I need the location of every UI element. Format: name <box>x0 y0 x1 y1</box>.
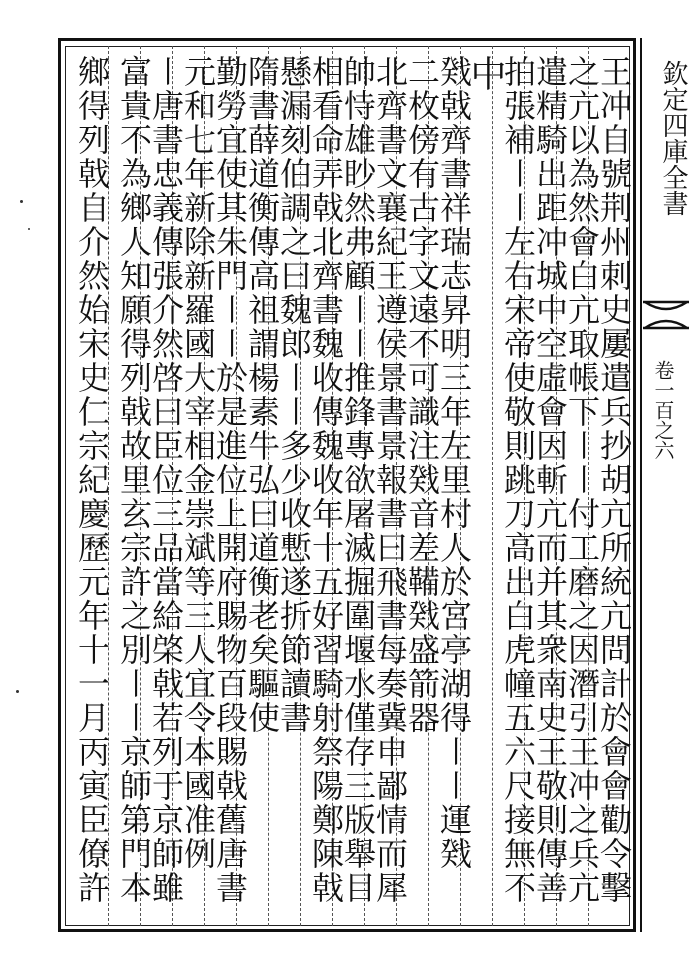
text-column: 戣戟齊書祥瑞志昇明三年左里村人於宮亭湖得〡〡運戣 <box>435 55 473 871</box>
text-column: 勤勞宜使其朱門〡〡於是進位上開府賜物百段賜戟舊唐書 <box>211 55 249 905</box>
text-column: 王冲自號荆州刺史屢遣兵抄胡亢所統亢問計於會會勸令擊 <box>595 55 633 905</box>
text-column: 隋書薛道衡傳高祖謂楊素牛弘曰道衡老矣驅使 <box>243 55 281 735</box>
text-column: 相看命弄戟北齊書魏收傳魏收年十五好習騎射祭陽鄭陳戟 <box>307 55 345 905</box>
text-column: 鄉得列戟自介然始宋史仁宗紀慶歷元年十一月丙寅臣僚許 <box>73 55 111 905</box>
volume-label: 卷一百之六 <box>651 360 675 460</box>
scan-speck <box>28 228 30 230</box>
scan-speck <box>20 200 23 203</box>
scan-speck <box>16 690 19 693</box>
text-column: 富貴不為鄉人知願得列戟故里玄宗許之別〡〡京師第門本 <box>115 55 153 905</box>
text-column: 北齊書文襄紀王遵侯景書景報書曰飛書每奏冀申鄙情而犀 <box>371 55 409 905</box>
text-column: 二枚傍有古字文遠不可識注戣音差鞴戣盛箭器 <box>403 55 441 735</box>
text-column: 〡唐書忠義傳張介然啓曰臣位三品當給棨戟若列于京師雖 <box>147 55 185 905</box>
text-column: 帥恃雄眇然弗顧〡〡推鋒專欲屠滅掘圍堰水僅存三版舉目 <box>339 55 377 905</box>
text-column: 中 <box>465 55 506 93</box>
fish-tail-mark <box>641 298 691 332</box>
book-title: 欽定四庫全書 <box>658 60 688 216</box>
text-column: 拍張補〡〡左右宋帝使敬則跳刀高出白虎幢五六尺接無不 <box>499 55 537 905</box>
text-column: 元和七年新除新羅國大宰相金崇斌等三人宜令本國准例 <box>179 55 217 871</box>
text-column: 遣精騎出距冲城中空虛會因斬亢而并其衆南史王敬則傳善 <box>531 55 569 905</box>
text-column: 懸漏刻伯調之曰魏郎〡〡多少收慙遂折節讀書 <box>275 55 313 735</box>
text-column: 之亢以為然會白亢取帳下〡〡付工磨之因潛引王冲之兵亢 <box>563 55 601 905</box>
